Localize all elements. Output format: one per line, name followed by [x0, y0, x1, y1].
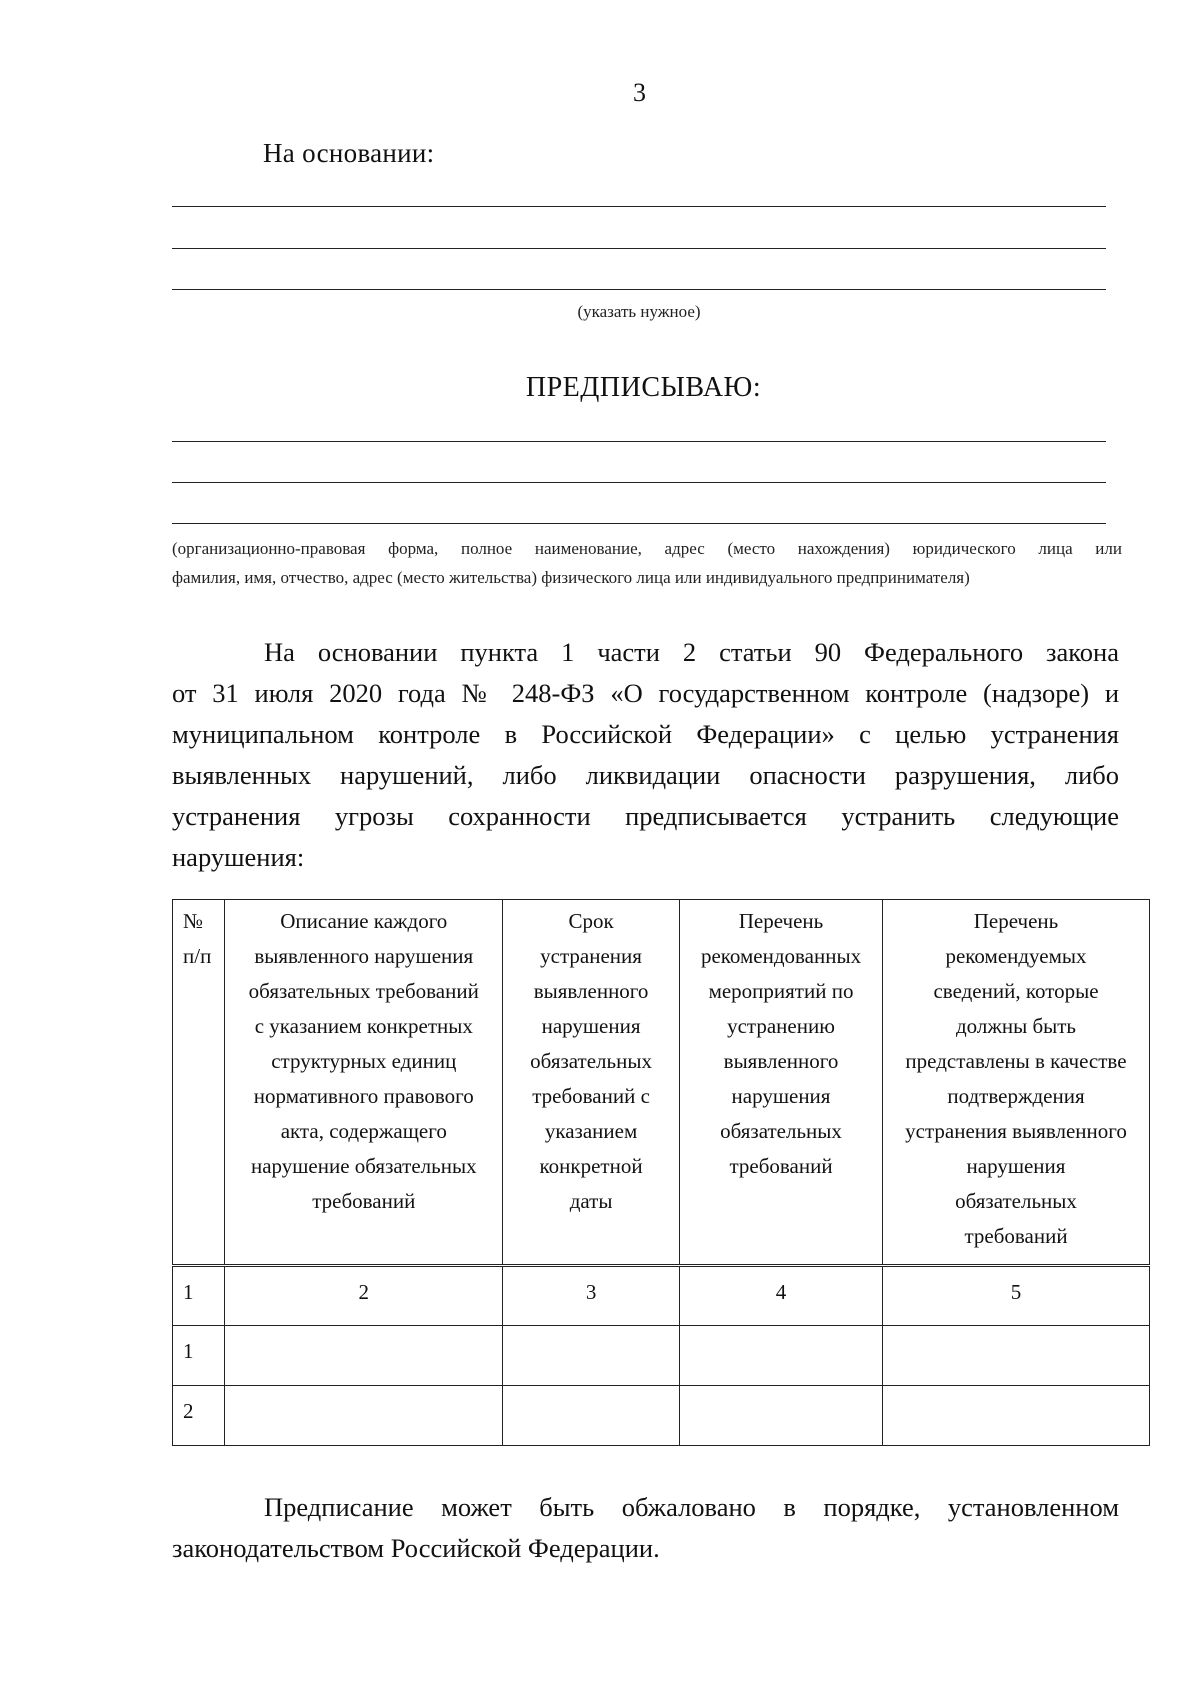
body-line: На основании пункта 1 части 2 статьи 90 Федерального закона [264, 637, 1119, 667]
order-heading: ПРЕДПИСЫВАЮ: [525, 372, 762, 403]
table-cell [680, 1386, 883, 1446]
body-line: нарушения: [172, 842, 305, 872]
table-header-row [173, 900, 1150, 1266]
column-number-cell: 4 [680, 1266, 883, 1326]
subject-fill-line [172, 482, 1106, 483]
subject-hint-line: (организационно-правовая форма, полное наименование, адрес (место нахождения) юридического лица или [172, 539, 1122, 558]
closing-paragraph [172, 1487, 1119, 1569]
header-deadline: Срок устранения выявленного нарушения обязательных требований с указанием конкретной даты [503, 900, 680, 1266]
subject-fill-line [172, 523, 1106, 524]
basis-fill-line [172, 206, 1106, 207]
column-number-cell: 5 [883, 1266, 1150, 1326]
body-paragraph [172, 632, 1119, 878]
basis-label: На основании: [263, 138, 435, 168]
header-measures: Перечень рекомендованных мероприятий по устранению выявленного нарушения обязательных требований [680, 900, 883, 1266]
table-cell [225, 1326, 503, 1386]
basis-hint: (указать нужное) [577, 302, 701, 321]
closing-line: Предписание может быть обжаловано в порядке, установленном [264, 1492, 1119, 1522]
subject-hint-line: фамилия, имя, отчество, адрес (место жительства) физического лица или индивидуального предпринимателя) [172, 568, 970, 587]
column-number-cell: 2 [225, 1266, 503, 1326]
column-number-cell: 3 [503, 1266, 680, 1326]
body-line: устранения угрозы сохранности предписывается устранить следующие [172, 801, 1119, 831]
page-number: 3 [633, 78, 646, 107]
column-number-row [173, 1266, 1150, 1326]
header-evidence: Перечень рекомендуемых сведений, которые должны быть представлены в качестве подтверждения устранения выявленного нарушения обязательных требований [883, 900, 1150, 1266]
table-row [173, 1386, 1150, 1446]
violations-table [172, 899, 1150, 1446]
subject-hint [172, 534, 1122, 592]
closing-line: законодательством Российской Федерации. [172, 1533, 660, 1563]
body-line: выявленных нарушений, либо ликвидации опасности разрушения, либо [172, 760, 1119, 790]
basis-fill-line [172, 289, 1106, 290]
table-cell [503, 1386, 680, 1446]
body-line: муниципальном контроле в Российской Федерации» с целью устранения [172, 719, 1119, 749]
basis-fill-line [172, 248, 1106, 249]
table-cell [680, 1326, 883, 1386]
table-row [173, 1326, 1150, 1386]
subject-fill-line [172, 441, 1106, 442]
table-cell [883, 1386, 1150, 1446]
table-cell [503, 1326, 680, 1386]
column-number-cell: 1 [173, 1266, 225, 1326]
table-cell [883, 1326, 1150, 1386]
table-cell: 2 [173, 1386, 225, 1446]
header-description: Описание каждого выявленного нарушения обязательных требований с указанием конкретных структурных единиц нормативного правового акта, содержащего нарушение обязательных требований [225, 900, 503, 1266]
header-number: № п/п [173, 900, 225, 1266]
table-cell: 1 [173, 1326, 225, 1386]
body-line: от 31 июля 2020 года № 248-ФЗ «О государственном контроле (надзоре) и [172, 678, 1119, 708]
table-cell [225, 1386, 503, 1446]
